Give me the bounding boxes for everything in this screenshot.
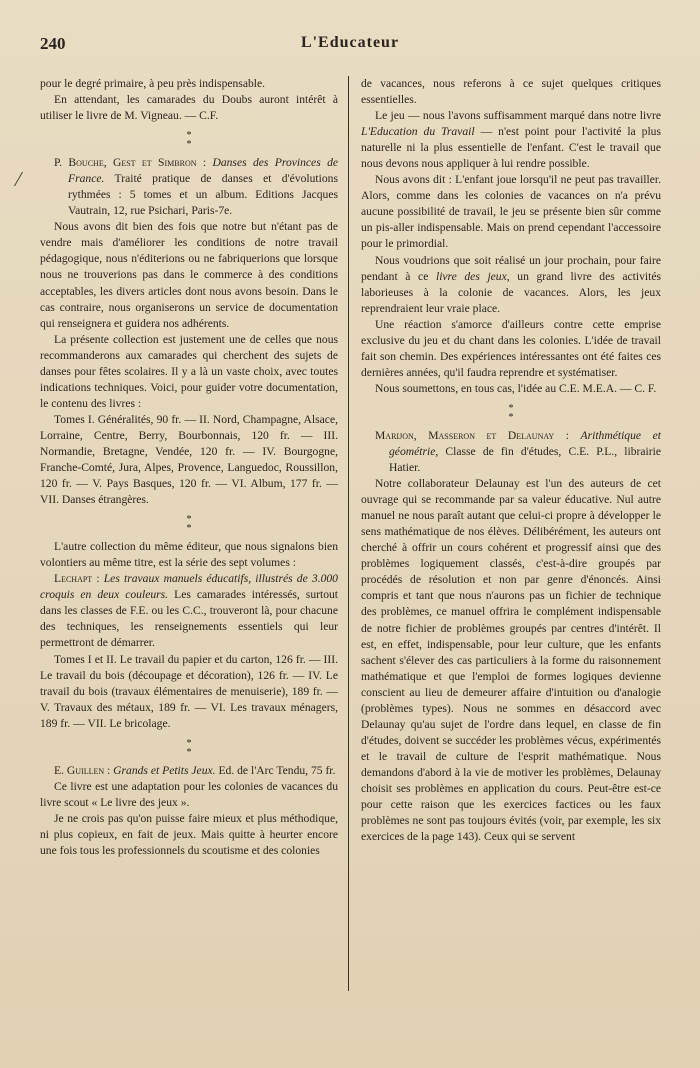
review-authors: Marijon, Masseron et Delaunay :	[375, 428, 569, 442]
paragraph: de vacances, nous referons à ce sujet quelques critiques essentielles.	[361, 77, 661, 107]
review-info: Ed. de l'Arc Tendu, 75 fr.	[218, 763, 336, 777]
paragraph: Les camarades intéressés, surtout dans les classes de F.E. ou les C.C., trouveront là, pour chacune des techniques, les renseignements essentiels qui leur permettront de démarrer.	[40, 588, 339, 650]
paragraph: Nous soumettons, en tous cas, l'idée au C.E. M.E.A. — C. F.	[375, 381, 657, 395]
review-title: Les travaux manuels éducatifs, illustrés de 3.000 croquis en deux couleurs.	[40, 572, 338, 602]
review-title: Arithmétique et géométrie,	[389, 428, 661, 458]
paragraph: pour le degré primaire, à peu près indispensable.	[40, 77, 266, 90]
review-authors: Lechapt :	[54, 572, 100, 586]
book-title: livre des jeux,	[435, 269, 510, 283]
review-heading	[40, 571, 338, 651]
review-info: Classe de fin d'études, C.E. P.L., librairie Hatier.	[389, 444, 661, 475]
paragraph: Tomes I. Généralités, 90 fr. — II. Nord, Champagne, Alsace, Lorraine, Centre, Berry, Bourbonnais, 120 fr. — III. Normandie, Bretagne, Vendée, 120 fr. — IV. Bourgogne, Franche-Comté, Jura, Alpes, Provence, Languedoc, Roussillon, 120 fr. — V. Pays Basques, 120 fr. — VI. Album, 177 fr. — VII. Danses étrangères.	[40, 412, 338, 507]
journal-title: L'Educateur	[300, 34, 400, 51]
section-separator: * *	[186, 514, 192, 535]
review-title: Grands et Petits Jeux.	[113, 763, 216, 777]
paragraph: Nous avons dit bien des fois que notre but n'étant pas de vendre mais d'améliorer les conditions de notre travail pédagogique, nous n'éditerions ou ne fabriquerions que lorsque nous ne trouverions pas dans le commerce à des conditions acceptables, les divers articles dont nous avons besoin. Dans le cas contraire, nous organiserons un service de documentation qui renseignera et guidera nos adhérents.	[40, 220, 338, 330]
paragraph: L'autre collection du même éditeur, que nous signalons bien volontiers au même titre, est la série des sept volumes :	[40, 540, 338, 570]
paragraph: Ce livre est une adaptation pour les colonies de vacances du livre scout « Le livre des jeux ».	[40, 779, 338, 809]
paragraph: La présente collection est justement une de celles que nous recommanderons aux camarades qui cherchent des sujets de danses pour fêtes scolaires. Il y a là un vaste choix, avec toutes indications techniques. Voici, pour guider votre documentation, le contenu des livres :	[40, 332, 338, 410]
review-heading	[40, 763, 338, 779]
review-info: Traité pratique de danses et d'évolutions rythmées : 5 tomes et un album. Editions Jacques Vautrain, 12, rue Psichari, Paris-7e.	[68, 172, 338, 218]
review-heading	[40, 155, 338, 219]
paragraph: Notre collaborateur Delaunay est l'un des auteurs de cet ouvrage qui se recommande par sa valeur éducative. Nul autre manuel ne nous paraît autant que celui-ci propre à développer le sens mathématique de nos élèves. Délibérément, les auteurs ont cherché à offrir un cours cohérent et progressif ainsi que des problèmes logiquement classés, c'est-à-dire groupés par procédés de résolution et non par genre d'énoncés. Ainsi compris et tant que nous n'aurons pas un fichier de technique des problèmes, ce manuel offrira le complément indispensable de notre fichier de problèmes groupés par centres d'intérêt. Il est, en effet, indispensable, pour leur culture, que les enfants sachent s'élever des cas particuliers à la forme du raisonnement mathématique et que l'emploi de formes logiques devienne conscient au lieu de demeurer affaire d'intuition ou d'analogie (problèmes types). Nous ne sommes en désaccord avec Delaunay qu'au sujet de l'ordre dans lequel, en classe de fin d'études, doivent se succéder les problèmes vécus, expérimentés et le travail de culture de l'esprit mathématique. Nous demandons d'abord à la vie de motiver les problèmes, Delaunay choisit ses problèmes en application du cours. Peut-être est-ce pour cette raison que les exercices factices ou les faux problèmes ne sont pas toujours évités (voir, par exemple, les six exercices de la page 143). Ceux qui se servent	[361, 477, 661, 844]
page-number: 240	[40, 34, 66, 53]
paragraph: Tomes I et II. Le travail du papier et du carton, 126 fr. — III. Le travail du bois (découpage et décoration), 126 fr. — IV. Le travail du bois (travaux élémentaires de menuiserie), 189 fr. — V. Travaux des métaux, 189 fr. — VI. Les travaux ménagers, 189 fr. — VII. Le bricolage.	[40, 652, 338, 730]
review-authors: P. Bouche, Gest et Simbron :	[54, 156, 207, 170]
section-separator: * *	[186, 130, 192, 151]
section-separator: * *	[186, 737, 192, 758]
right-column	[361, 76, 661, 845]
left-column	[40, 76, 338, 859]
paragraph: Une réaction s'amorce d'ailleurs contre cette emprise exclusive du jeu et du chant dans les colonies. L'idée de travail fait son chemin. Des expériences intéressantes ont été faites ces dernières années, qu'il faudra reprendre et systématiser.	[361, 317, 661, 379]
paragraph: Je ne crois pas qu'on puisse faire mieux et plus méthodique, ni plus copieux, en fait de jeux. Mais quitte à heurter encore une fois tous les professionnels du scoutisme et des colonies	[40, 811, 338, 857]
column-rule	[348, 76, 349, 991]
review-heading	[361, 428, 661, 476]
paragraph: Nous avons dit : L'enfant joue lorsqu'il ne peut pas travailler. Alors, comme dans les colonies de vacances on n'a prévu aucune possibilité de travail, le jeu se présente bien sûr comme un pis-aller indispensable. Mais on prend cependant l'accessoire pour le primordial.	[361, 173, 661, 251]
section-separator: * *	[508, 402, 514, 423]
paragraph: En attendant, les camarades du Doubs auront intérêt à utiliser le livre de M. Vigneau. — C.F.	[40, 93, 338, 123]
review-authors: E. Guillen :	[54, 763, 111, 777]
paragraph: Le jeu — nous l'avons suffisamment marqué dans notre livre L'Education du Travail — n'est point pour l'activité la plus naturelle ni la plus essentielle de l'enfant. C'est le travail que nous devons nous appliquer à lui rendre possible.	[361, 109, 661, 171]
paragraph: Nous voudrions que soit réalisé un jour prochain, pour faire pendant à ce livre des jeux, un grand livre des activités laborieuses à la colonie de vacances. Alors, les jeux reprendraient leur vraie place.	[361, 253, 662, 315]
page-header	[0, 34, 700, 54]
margin-pencil-mark	[14, 172, 33, 186]
review-title: Danses des Provinces de France.	[68, 156, 339, 186]
book-title: L'Education du Travail	[361, 125, 475, 139]
